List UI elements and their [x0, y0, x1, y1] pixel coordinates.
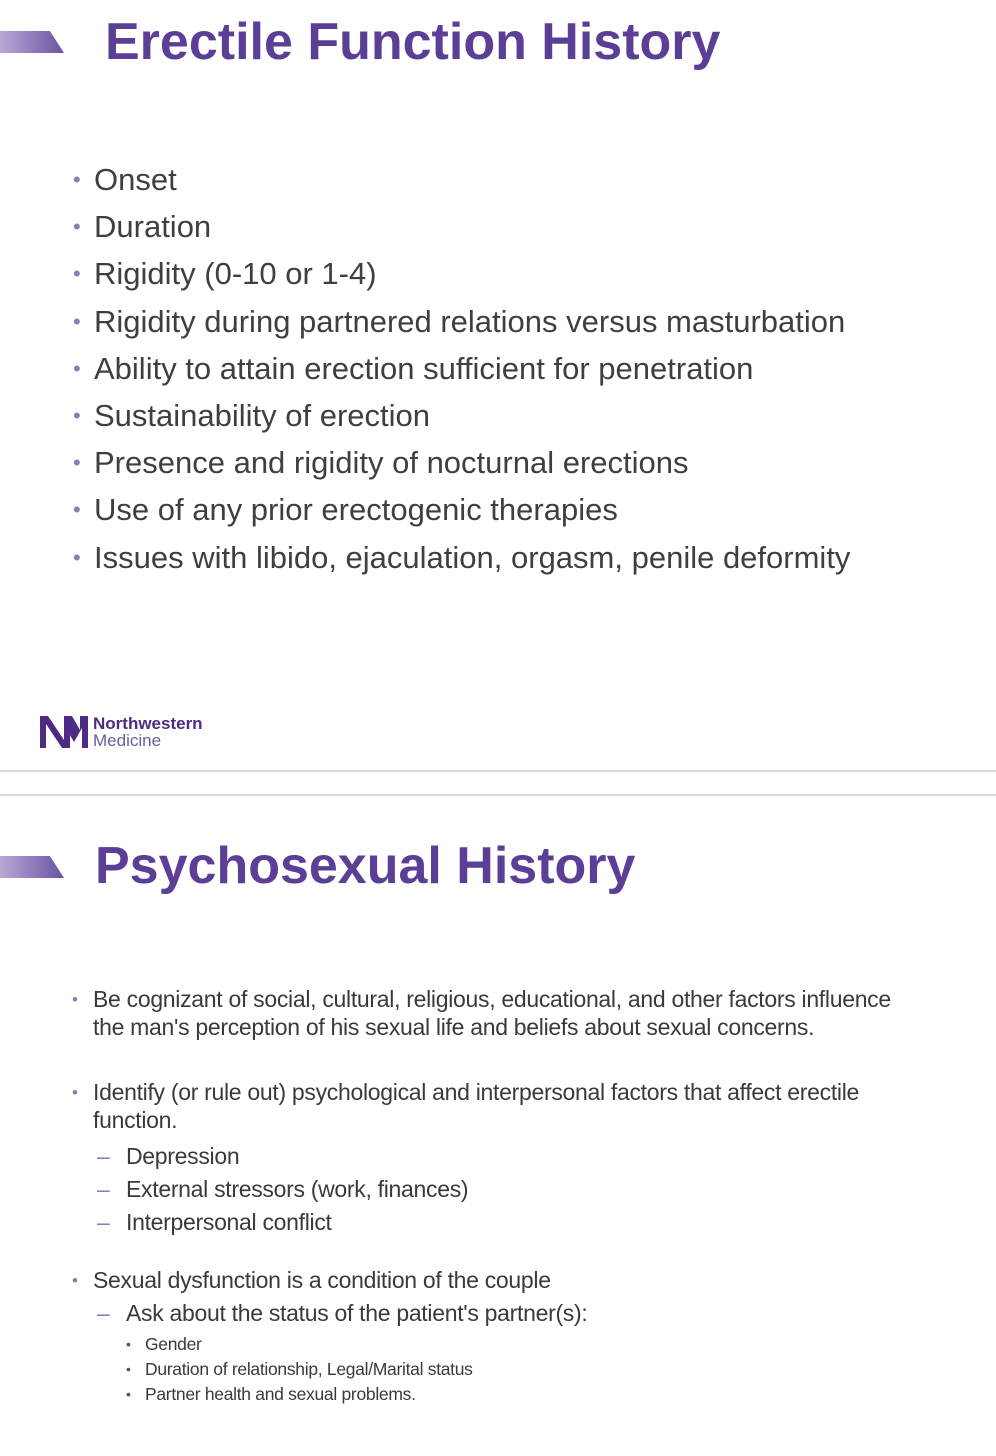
- subsub-item-text: Gender: [145, 1333, 202, 1354]
- list-item: [73, 156, 850, 203]
- list-item: [73, 298, 850, 345]
- sub-list: [93, 1140, 893, 1239]
- list-item: [73, 439, 850, 486]
- list-item-text: Identify (or rule out) psychological and interpersonal factors that affect erectile function.: [93, 1079, 860, 1133]
- subsub-item-text: Partner health and sexual problems.: [145, 1383, 416, 1404]
- subsub-list: [126, 1332, 893, 1407]
- list-item: [72, 986, 893, 1041]
- slide-title: Erectile Function History: [105, 13, 721, 71]
- sub-list-item: [97, 1297, 893, 1407]
- dash-icon: –: [97, 1176, 110, 1202]
- bullet-icon: •: [73, 167, 81, 192]
- bullet-list: [73, 156, 851, 581]
- sub-item-text: External stressors (work, finances): [126, 1176, 469, 1202]
- list-item-text: Ability to attain erection sufficient for penetration: [94, 350, 754, 386]
- list-item-text: Sustainability of erection: [94, 398, 431, 434]
- list-item: [72, 1079, 893, 1239]
- dash-icon: –: [97, 1143, 110, 1169]
- bullet-icon: •: [72, 1271, 78, 1290]
- title-accent-bar: [0, 856, 64, 878]
- subsub-list-item: [126, 1382, 893, 1407]
- list-item: [73, 486, 850, 533]
- list-item: [73, 534, 851, 581]
- bullet-icon: •: [73, 403, 81, 429]
- list-item-text: Sexual dysfunction is a condition of the couple: [93, 1267, 551, 1293]
- list-item-text: Duration: [94, 209, 212, 245]
- bullet-icon: •: [73, 308, 81, 334]
- bullet-icon: •: [72, 990, 78, 1009]
- slide-title: Psychosexual History: [95, 837, 636, 895]
- title-accent-bar: [0, 31, 64, 53]
- sub-list: [93, 1297, 893, 1407]
- list-item-text: Issues with libido, ejaculation, orgasm, penile deformity: [94, 539, 851, 575]
- logo-line1: Northwestern: [93, 714, 203, 733]
- bullet-icon: •: [126, 1360, 131, 1377]
- sub-list-item: [97, 1206, 893, 1239]
- sub-list-item: [97, 1173, 893, 1206]
- nm-logo-icon: [40, 714, 88, 750]
- subsub-item-text: Duration of relationship, Legal/Marital status: [145, 1358, 473, 1379]
- bullet-icon: •: [73, 214, 81, 240]
- logo-line2: Medicine: [93, 731, 162, 750]
- slide-psychosexual-history: [0, 796, 996, 1456]
- list-item-text: Rigidity (0-10 or 1-4): [94, 256, 377, 292]
- bullet-list: [72, 986, 893, 1407]
- list-item: [73, 203, 850, 250]
- bullet-icon: •: [73, 261, 81, 287]
- list-item-text: Use of any prior erectogenic therapies: [94, 492, 618, 528]
- slide-divider: [0, 770, 996, 772]
- list-item-text: Be cognizant of social, cultural, religious, educational, and other factors influence the man's perception of his sexual life and beliefs about sexual concerns.: [93, 986, 891, 1040]
- sub-item-text: Ask about the status of the patient's partner(s):: [126, 1299, 588, 1326]
- bullet-icon: •: [126, 1335, 131, 1352]
- sub-list-item: [97, 1140, 893, 1173]
- sub-item-text: Depression: [126, 1143, 240, 1169]
- dash-icon: –: [97, 1209, 110, 1235]
- sub-item-text: Interpersonal conflict: [126, 1209, 332, 1235]
- subsub-list-item: [126, 1332, 893, 1357]
- northwestern-medicine-logo: [40, 714, 203, 750]
- bullet-icon: •: [73, 544, 81, 570]
- list-item-text: Rigidity during partnered relations versus masturbation: [94, 303, 846, 339]
- list-item: [73, 345, 850, 392]
- subsub-list-item: [126, 1357, 893, 1382]
- list-item: [72, 1267, 893, 1407]
- bullet-icon: •: [72, 1083, 78, 1102]
- list-item-text: Onset: [94, 162, 177, 197]
- bullet-icon: •: [73, 450, 81, 476]
- list-item-text: Presence and rigidity of nocturnal erections: [94, 445, 689, 481]
- bullet-icon: •: [73, 355, 81, 381]
- bullet-icon: •: [126, 1385, 131, 1402]
- list-item: [73, 250, 850, 297]
- dash-icon: –: [97, 1299, 110, 1326]
- bullet-icon: •: [73, 497, 81, 523]
- list-item: [73, 392, 850, 439]
